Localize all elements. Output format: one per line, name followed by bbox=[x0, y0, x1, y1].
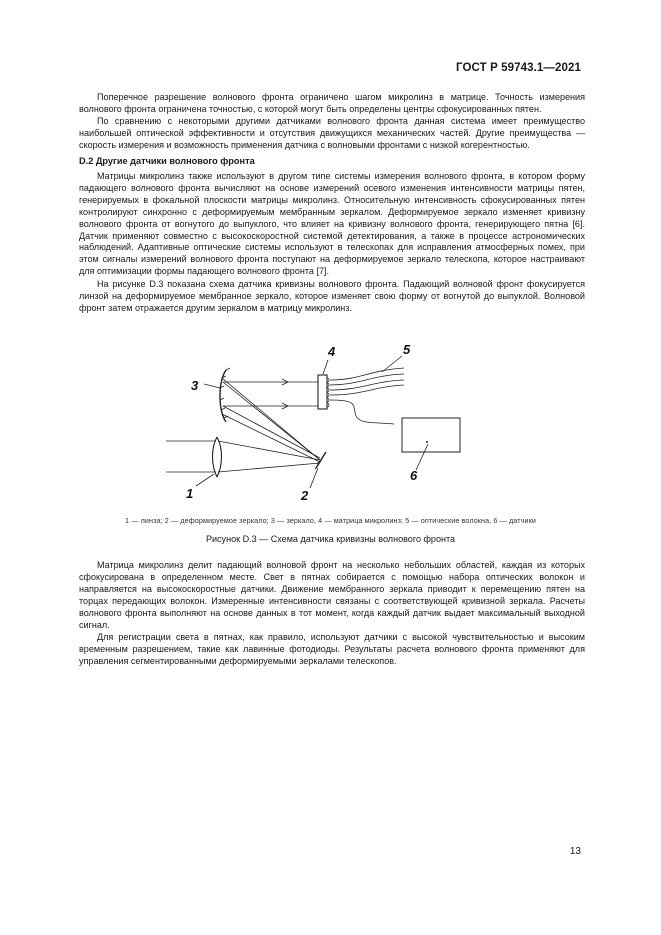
label-2: 2 bbox=[301, 488, 309, 503]
optical-fiber bbox=[330, 385, 404, 395]
section-heading: D.2 Другие датчики волнового фронта bbox=[79, 156, 255, 167]
sensor-unit bbox=[402, 418, 460, 452]
page-number: 13 bbox=[569, 846, 581, 857]
label-5: 5 bbox=[403, 342, 411, 357]
label-3: 3 bbox=[191, 378, 199, 393]
label-1: 1 bbox=[186, 486, 194, 501]
sensor-marker bbox=[426, 441, 428, 443]
paragraph: Матрица микролинз делит падающий волновой фронт на несколько небольших областей, каждая из которых сфокусирована в определенном месте. Свет в пятнах собирается с помощью набора оптических волокон и направляется на высокоскоростные датчики. Движение мембранного зеркала приводит к перемещению пятен на торцах передающих волокон. Измеренные интенсивности связаны с соответствующей кривизной зеркала. Расчеты волнового фронта выполняют на основе данных в тот момент, когда каждый датчик выдает максимальный выходной сигнал. bbox=[79, 560, 585, 630]
ray-lens-mirror-top bbox=[218, 441, 320, 460]
paragraph: На рисунке D.3 показана схема датчика кривизны волнового фронта. Падающий волновой фронт фокусируется линзой на деформируемое мембранное зеркало, которое изменяет свою форму от вогнутой до выпуклой. Волновой фронт затем отражается другим зеркалом в матрицу микролинз. bbox=[79, 278, 585, 313]
paragraph: По сравнению с некоторыми другими датчиками волнового фронта данная система имеет преимущество наибольшей оптической эффективности и отсутствия движущихся механических частей. Другие преимущества — скорость измерения и возможность применения датчика с волновыми фронтами с низкой когерентностью. bbox=[79, 116, 585, 151]
figure-caption: Рисунок D.3 — Схема датчика кривизны волнового фронта bbox=[205, 534, 456, 544]
paragraph: Для регистрации света в пятнах, как правило, используют датчики с высокой чувствительностью и высоким временным разрешением, такие как лавинные фотодиоды. Результаты расчета волнового фронта применяют для управления сегментированными деформируемыми зеркалами телескопов. bbox=[79, 632, 585, 666]
wavefront-curvature-sensor-diagram bbox=[160, 338, 480, 508]
ray-mirror-mirror-2 bbox=[222, 414, 320, 462]
label-6: 6 bbox=[410, 468, 418, 483]
text-block-top bbox=[79, 92, 585, 315]
lens-right-face bbox=[217, 437, 222, 477]
label-4: 4 bbox=[328, 344, 336, 359]
standard-designation: ГОСТ Р 59743.1—2021 bbox=[456, 62, 581, 74]
lens-left-face bbox=[213, 437, 218, 477]
ray-lens-mirror-bottom bbox=[218, 463, 320, 472]
paragraph: Поперечное разрешение волнового фронта ограничено шагом микролинз в матрице. Точность измерения волнового фронта ограничена точностью, с которой могут быть определены центры сфокусированных пятен. bbox=[79, 92, 585, 114]
optical-fiber-to-sensor bbox=[330, 400, 394, 424]
optical-fiber bbox=[330, 368, 404, 380]
optical-fiber bbox=[330, 380, 404, 390]
microlens-array bbox=[318, 375, 327, 409]
paragraph: Матрицы микролинз также используют в другом типе системы измерения волнового фронта, в котором форму падающего волнового фронта вычисляют на основе измерений осевого изменения интенсивности матрицы пятен, генерируемых в фокальной плоскости матрицы микролинз. Относительную интенсивность сфокусированных пятен контролируют синхронно с деформируемым мембранным зеркалом. Деформируемое зеркало изменяет кривизну волнового фронта от вогнутого до выпуклого, что влияет на кривизну волнового фронта, генерирующего пятна [6]. Датчик применяют совместно с высокоскоростной системой детектирования, а также в процессе астрономических наблюдений. Адаптивные оптические системы используют в телескопах для исправления атмосферных помех, при этом сигналы измерений волнового фронта поступают на деформируемое зеркало телескопа, которое настраивают для оптимизации формы падающего волнового фронта [7]. bbox=[79, 171, 585, 277]
figure-legend: 1 — линза; 2 — деформируемое зеркало; 3 — зеркало, 4 — матрица микролинз; 5 — оптические волокна, 6 — датчики bbox=[125, 516, 536, 525]
text-block-bottom bbox=[79, 560, 585, 668]
